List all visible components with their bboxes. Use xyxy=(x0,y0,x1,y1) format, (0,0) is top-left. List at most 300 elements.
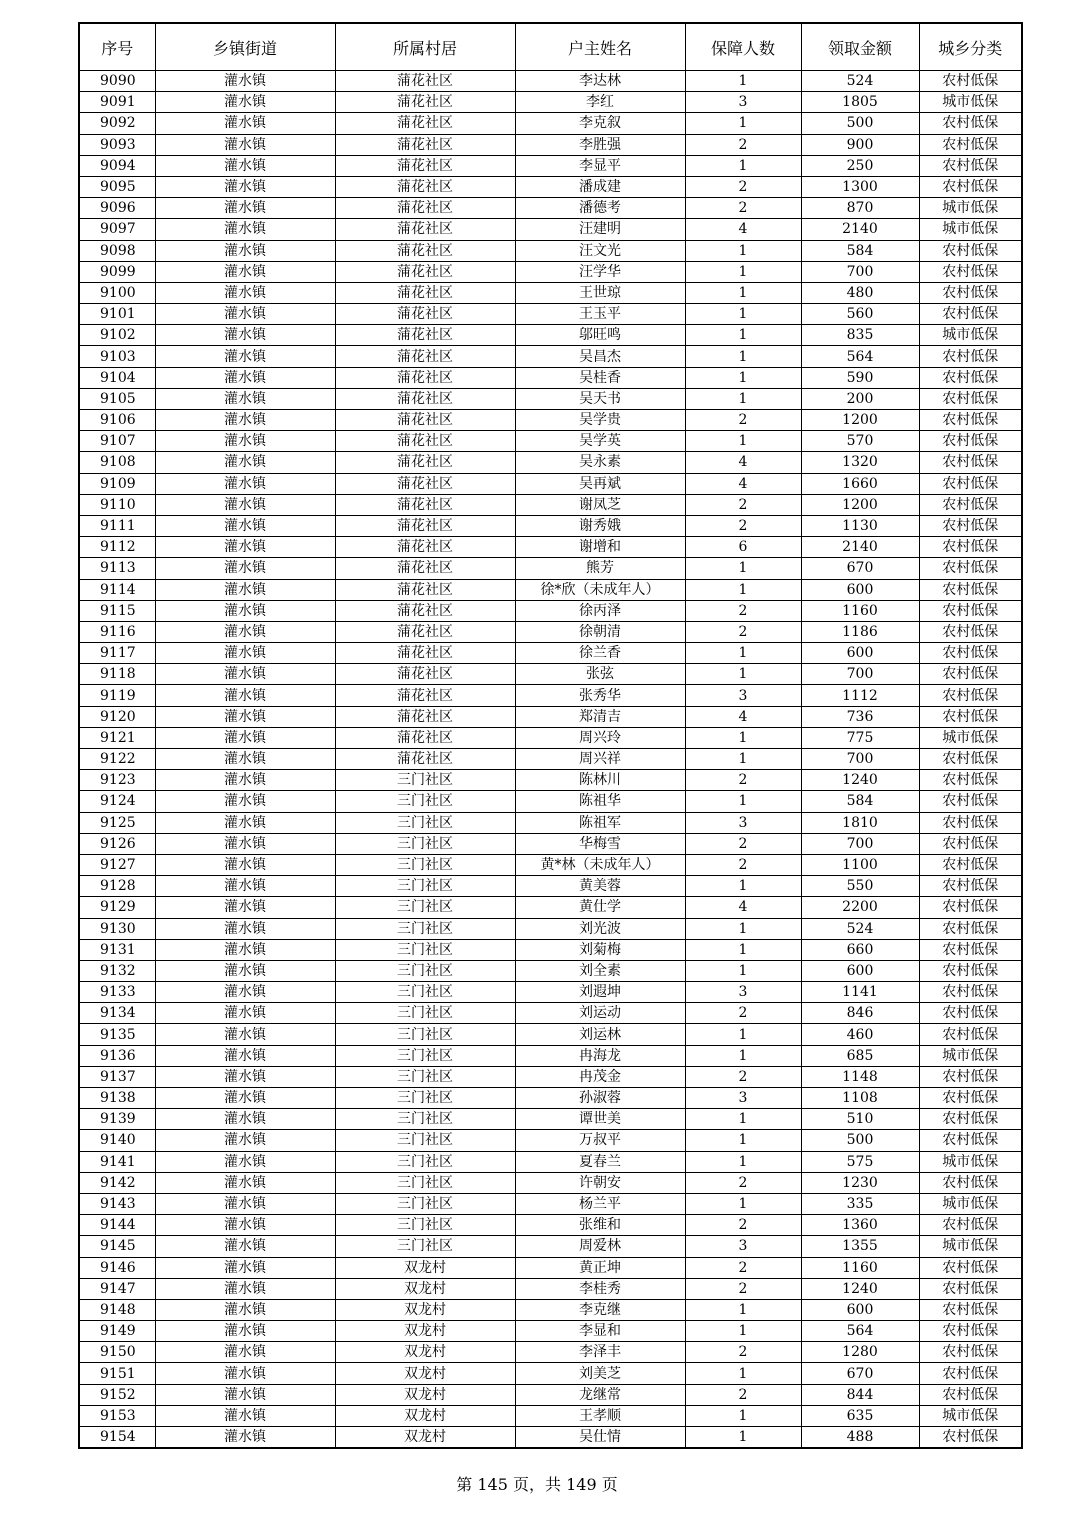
cell-householder: 汪学华 xyxy=(515,261,685,282)
cell-township: 灌水镇 xyxy=(155,897,335,918)
cell-amount: 600 xyxy=(801,579,919,600)
table-row xyxy=(79,1024,1022,1045)
cell-seq: 9147 xyxy=(79,1278,155,1299)
cell-community: 三门社区 xyxy=(335,1172,515,1193)
cell-category: 农村低保 xyxy=(919,1066,1022,1087)
cell-seq: 9133 xyxy=(79,982,155,1003)
table-row xyxy=(79,431,1022,452)
cell-amount: 1108 xyxy=(801,1088,919,1109)
cell-householder: 徐*欣（未成年人） xyxy=(515,579,685,600)
cell-township: 灌水镇 xyxy=(155,113,335,134)
cell-community: 蒲花社区 xyxy=(335,431,515,452)
cell-amount: 564 xyxy=(801,1321,919,1342)
cell-township: 灌水镇 xyxy=(155,367,335,388)
table-row xyxy=(79,791,1022,812)
cell-category: 农村低保 xyxy=(919,515,1022,536)
cell-category: 农村低保 xyxy=(919,113,1022,134)
cell-householder: 刘菊梅 xyxy=(515,939,685,960)
cell-community: 蒲花社区 xyxy=(335,155,515,176)
cell-seq: 9092 xyxy=(79,113,155,134)
table-row xyxy=(79,261,1022,282)
cell-township: 灌水镇 xyxy=(155,727,335,748)
cell-community: 双龙村 xyxy=(335,1342,515,1363)
cell-community: 蒲花社区 xyxy=(335,749,515,770)
table-row xyxy=(79,664,1022,685)
cell-amount: 600 xyxy=(801,960,919,981)
cell-amount: 700 xyxy=(801,664,919,685)
cell-township: 灌水镇 xyxy=(155,664,335,685)
cell-category: 农村低保 xyxy=(919,1215,1022,1236)
cell-householder: 汪文光 xyxy=(515,240,685,261)
cell-township: 灌水镇 xyxy=(155,388,335,409)
cell-township: 灌水镇 xyxy=(155,1024,335,1045)
cell-amount: 1148 xyxy=(801,1066,919,1087)
cell-people-count: 2 xyxy=(685,1003,801,1024)
table-row xyxy=(79,1257,1022,1278)
table-row xyxy=(79,282,1022,303)
cell-amount: 250 xyxy=(801,155,919,176)
cell-householder: 刘运动 xyxy=(515,1003,685,1024)
cell-amount: 1240 xyxy=(801,1278,919,1299)
cell-amount: 1186 xyxy=(801,621,919,642)
cell-people-count: 1 xyxy=(685,727,801,748)
table-row xyxy=(79,71,1022,92)
cell-township: 灌水镇 xyxy=(155,240,335,261)
cell-category: 农村低保 xyxy=(919,1172,1022,1193)
cell-people-count: 2 xyxy=(685,854,801,875)
cell-seq: 9144 xyxy=(79,1215,155,1236)
cell-amount: 2140 xyxy=(801,537,919,558)
cell-householder: 徐朝清 xyxy=(515,621,685,642)
header-seq: 序号 xyxy=(79,23,155,71)
cell-township: 灌水镇 xyxy=(155,812,335,833)
cell-community: 三门社区 xyxy=(335,982,515,1003)
cell-category: 农村低保 xyxy=(919,176,1022,197)
cell-amount: 1660 xyxy=(801,473,919,494)
cell-township: 灌水镇 xyxy=(155,410,335,431)
table-row xyxy=(79,515,1022,536)
cell-township: 灌水镇 xyxy=(155,71,335,92)
cell-seq: 9102 xyxy=(79,325,155,346)
cell-people-count: 2 xyxy=(685,1257,801,1278)
cell-township: 灌水镇 xyxy=(155,791,335,812)
cell-seq: 9122 xyxy=(79,749,155,770)
table-row xyxy=(79,113,1022,134)
cell-community: 蒲花社区 xyxy=(335,515,515,536)
cell-township: 灌水镇 xyxy=(155,982,335,1003)
cell-householder: 刘全素 xyxy=(515,960,685,981)
cell-category: 农村低保 xyxy=(919,770,1022,791)
cell-category: 农村低保 xyxy=(919,155,1022,176)
table-row xyxy=(79,176,1022,197)
cell-amount: 1112 xyxy=(801,685,919,706)
cell-seq: 9100 xyxy=(79,282,155,303)
cell-people-count: 1 xyxy=(685,431,801,452)
cell-category: 农村低保 xyxy=(919,473,1022,494)
cell-amount: 575 xyxy=(801,1151,919,1172)
table-row xyxy=(79,1427,1022,1449)
cell-amount: 670 xyxy=(801,1363,919,1384)
cell-people-count: 2 xyxy=(685,410,801,431)
cell-category: 城市低保 xyxy=(919,1405,1022,1426)
cell-householder: 李克继 xyxy=(515,1299,685,1320)
cell-community: 蒲花社区 xyxy=(335,367,515,388)
table-row xyxy=(79,134,1022,155)
cell-seq: 9099 xyxy=(79,261,155,282)
cell-township: 灌水镇 xyxy=(155,515,335,536)
cell-category: 农村低保 xyxy=(919,685,1022,706)
cell-township: 灌水镇 xyxy=(155,473,335,494)
header-township: 乡镇街道 xyxy=(155,23,335,71)
cell-amount: 1230 xyxy=(801,1172,919,1193)
cell-township: 灌水镇 xyxy=(155,1151,335,1172)
cell-people-count: 2 xyxy=(685,198,801,219)
cell-township: 灌水镇 xyxy=(155,558,335,579)
cell-seq: 9094 xyxy=(79,155,155,176)
cell-township: 灌水镇 xyxy=(155,1088,335,1109)
header-community: 所属村居 xyxy=(335,23,515,71)
table-row xyxy=(79,770,1022,791)
cell-community: 蒲花社区 xyxy=(335,494,515,515)
cell-people-count: 2 xyxy=(685,833,801,854)
cell-amount: 1810 xyxy=(801,812,919,833)
cell-township: 灌水镇 xyxy=(155,452,335,473)
cell-township: 灌水镇 xyxy=(155,1193,335,1214)
cell-township: 灌水镇 xyxy=(155,346,335,367)
cell-amount: 775 xyxy=(801,727,919,748)
table-row xyxy=(79,367,1022,388)
cell-seq: 9115 xyxy=(79,600,155,621)
cell-seq: 9152 xyxy=(79,1384,155,1405)
cell-community: 双龙村 xyxy=(335,1363,515,1384)
cell-category: 农村低保 xyxy=(919,812,1022,833)
cell-township: 灌水镇 xyxy=(155,685,335,706)
cell-township: 灌水镇 xyxy=(155,600,335,621)
cell-people-count: 2 xyxy=(685,1066,801,1087)
cell-householder: 熊芳 xyxy=(515,558,685,579)
cell-township: 灌水镇 xyxy=(155,198,335,219)
cell-category: 城市低保 xyxy=(919,1193,1022,1214)
cell-category: 农村低保 xyxy=(919,1257,1022,1278)
cell-category: 农村低保 xyxy=(919,304,1022,325)
cell-householder: 冉茂金 xyxy=(515,1066,685,1087)
cell-amount: 584 xyxy=(801,240,919,261)
cell-township: 灌水镇 xyxy=(155,1109,335,1130)
cell-amount: 1355 xyxy=(801,1236,919,1257)
cell-category: 农村低保 xyxy=(919,134,1022,155)
cell-seq: 9105 xyxy=(79,388,155,409)
cell-community: 蒲花社区 xyxy=(335,325,515,346)
cell-township: 灌水镇 xyxy=(155,770,335,791)
cell-community: 蒲花社区 xyxy=(335,176,515,197)
cell-amount: 1160 xyxy=(801,1257,919,1278)
cell-category: 农村低保 xyxy=(919,982,1022,1003)
cell-community: 蒲花社区 xyxy=(335,219,515,240)
cell-seq: 9106 xyxy=(79,410,155,431)
table-row xyxy=(79,643,1022,664)
cell-community: 双龙村 xyxy=(335,1405,515,1426)
cell-category: 农村低保 xyxy=(919,282,1022,303)
cell-community: 三门社区 xyxy=(335,770,515,791)
cell-category: 农村低保 xyxy=(919,749,1022,770)
cell-community: 三门社区 xyxy=(335,1066,515,1087)
cell-category: 城市低保 xyxy=(919,1151,1022,1172)
table-row xyxy=(79,410,1022,431)
cell-township: 灌水镇 xyxy=(155,1045,335,1066)
cell-township: 灌水镇 xyxy=(155,261,335,282)
cell-people-count: 3 xyxy=(685,92,801,113)
cell-category: 农村低保 xyxy=(919,960,1022,981)
cell-people-count: 1 xyxy=(685,1299,801,1320)
table-row xyxy=(79,1066,1022,1087)
cell-seq: 9112 xyxy=(79,537,155,558)
cell-amount: 1141 xyxy=(801,982,919,1003)
table-row xyxy=(79,198,1022,219)
cell-township: 灌水镇 xyxy=(155,1066,335,1087)
cell-people-count: 3 xyxy=(685,982,801,1003)
cell-category: 农村低保 xyxy=(919,1299,1022,1320)
cell-amount: 600 xyxy=(801,643,919,664)
cell-people-count: 2 xyxy=(685,134,801,155)
cell-householder: 吴永素 xyxy=(515,452,685,473)
cell-category: 农村低保 xyxy=(919,1321,1022,1342)
cell-householder: 吴天书 xyxy=(515,388,685,409)
cell-people-count: 2 xyxy=(685,515,801,536)
cell-township: 灌水镇 xyxy=(155,325,335,346)
cell-seq: 9116 xyxy=(79,621,155,642)
table-row xyxy=(79,579,1022,600)
cell-community: 蒲花社区 xyxy=(335,134,515,155)
cell-township: 灌水镇 xyxy=(155,1299,335,1320)
cell-category: 农村低保 xyxy=(919,621,1022,642)
cell-category: 城市低保 xyxy=(919,92,1022,113)
cell-township: 灌水镇 xyxy=(155,537,335,558)
cell-seq: 9141 xyxy=(79,1151,155,1172)
cell-community: 蒲花社区 xyxy=(335,304,515,325)
cell-township: 灌水镇 xyxy=(155,155,335,176)
table-row xyxy=(79,854,1022,875)
cell-people-count: 4 xyxy=(685,473,801,494)
table-row xyxy=(79,1299,1022,1320)
cell-householder: 冉海龙 xyxy=(515,1045,685,1066)
cell-amount: 335 xyxy=(801,1193,919,1214)
cell-community: 三门社区 xyxy=(335,1003,515,1024)
cell-seq: 9139 xyxy=(79,1109,155,1130)
cell-seq: 9120 xyxy=(79,706,155,727)
cell-people-count: 1 xyxy=(685,643,801,664)
table-row xyxy=(79,939,1022,960)
cell-community: 蒲花社区 xyxy=(335,71,515,92)
cell-seq: 9119 xyxy=(79,685,155,706)
cell-people-count: 1 xyxy=(685,876,801,897)
cell-community: 蒲花社区 xyxy=(335,664,515,685)
cell-amount: 700 xyxy=(801,833,919,854)
table-row xyxy=(79,727,1022,748)
cell-householder: 吴学贵 xyxy=(515,410,685,431)
cell-people-count: 1 xyxy=(685,155,801,176)
table-row xyxy=(79,982,1022,1003)
cell-amount: 635 xyxy=(801,1405,919,1426)
cell-community: 双龙村 xyxy=(335,1299,515,1320)
cell-community: 三门社区 xyxy=(335,1024,515,1045)
cell-amount: 900 xyxy=(801,134,919,155)
cell-seq: 9149 xyxy=(79,1321,155,1342)
cell-seq: 9143 xyxy=(79,1193,155,1214)
cell-seq: 9104 xyxy=(79,367,155,388)
cell-householder: 张维和 xyxy=(515,1215,685,1236)
cell-householder: 黄*林（未成年人） xyxy=(515,854,685,875)
cell-category: 农村低保 xyxy=(919,1109,1022,1130)
cell-community: 三门社区 xyxy=(335,1215,515,1236)
cell-community: 蒲花社区 xyxy=(335,198,515,219)
table-row xyxy=(79,1088,1022,1109)
cell-people-count: 1 xyxy=(685,960,801,981)
cell-community: 双龙村 xyxy=(335,1278,515,1299)
cell-township: 灌水镇 xyxy=(155,1363,335,1384)
cell-amount: 200 xyxy=(801,388,919,409)
cell-amount: 1200 xyxy=(801,410,919,431)
cell-seq: 9090 xyxy=(79,71,155,92)
cell-township: 灌水镇 xyxy=(155,854,335,875)
cell-seq: 9103 xyxy=(79,346,155,367)
cell-people-count: 2 xyxy=(685,1278,801,1299)
cell-category: 农村低保 xyxy=(919,897,1022,918)
cell-people-count: 2 xyxy=(685,1384,801,1405)
cell-community: 蒲花社区 xyxy=(335,558,515,579)
cell-seq: 9114 xyxy=(79,579,155,600)
cell-community: 蒲花社区 xyxy=(335,261,515,282)
cell-householder: 张弦 xyxy=(515,664,685,685)
cell-householder: 陈祖华 xyxy=(515,791,685,812)
cell-community: 蒲花社区 xyxy=(335,113,515,134)
cell-seq: 9108 xyxy=(79,452,155,473)
cell-community: 蒲花社区 xyxy=(335,706,515,727)
cell-people-count: 1 xyxy=(685,1045,801,1066)
cell-community: 蒲花社区 xyxy=(335,579,515,600)
cell-householder: 周兴玲 xyxy=(515,727,685,748)
cell-people-count: 2 xyxy=(685,621,801,642)
cell-category: 农村低保 xyxy=(919,558,1022,579)
cell-householder: 夏春兰 xyxy=(515,1151,685,1172)
cell-community: 三门社区 xyxy=(335,960,515,981)
cell-community: 蒲花社区 xyxy=(335,92,515,113)
table-row xyxy=(79,325,1022,346)
table-row xyxy=(79,92,1022,113)
cell-householder: 李红 xyxy=(515,92,685,113)
cell-seq: 9142 xyxy=(79,1172,155,1193)
cell-householder: 潘成建 xyxy=(515,176,685,197)
cell-category: 农村低保 xyxy=(919,791,1022,812)
cell-township: 灌水镇 xyxy=(155,92,335,113)
cell-people-count: 3 xyxy=(685,1236,801,1257)
table-row xyxy=(79,1342,1022,1363)
cell-seq: 9091 xyxy=(79,92,155,113)
cell-people-count: 1 xyxy=(685,325,801,346)
cell-seq: 9101 xyxy=(79,304,155,325)
cell-category: 农村低保 xyxy=(919,388,1022,409)
cell-amount: 2140 xyxy=(801,219,919,240)
cell-householder: 华梅雪 xyxy=(515,833,685,854)
cell-township: 灌水镇 xyxy=(155,1427,335,1449)
cell-amount: 846 xyxy=(801,1003,919,1024)
cell-community: 蒲花社区 xyxy=(335,537,515,558)
cell-people-count: 1 xyxy=(685,939,801,960)
cell-householder: 吴昌杰 xyxy=(515,346,685,367)
cell-township: 灌水镇 xyxy=(155,960,335,981)
cell-township: 灌水镇 xyxy=(155,1215,335,1236)
cell-seq: 9131 xyxy=(79,939,155,960)
cell-householder: 李桂秀 xyxy=(515,1278,685,1299)
cell-householder: 张秀华 xyxy=(515,685,685,706)
cell-people-count: 3 xyxy=(685,1088,801,1109)
cell-people-count: 1 xyxy=(685,240,801,261)
cell-seq: 9096 xyxy=(79,198,155,219)
cell-category: 农村低保 xyxy=(919,452,1022,473)
table-body xyxy=(79,71,1022,1449)
cell-people-count: 1 xyxy=(685,918,801,939)
cell-people-count: 1 xyxy=(685,1109,801,1130)
cell-householder: 吴学英 xyxy=(515,431,685,452)
cell-householder: 李显平 xyxy=(515,155,685,176)
cell-householder: 周爱林 xyxy=(515,1236,685,1257)
cell-community: 双龙村 xyxy=(335,1257,515,1278)
cell-township: 灌水镇 xyxy=(155,643,335,664)
cell-householder: 李克叙 xyxy=(515,113,685,134)
cell-people-count: 1 xyxy=(685,579,801,600)
cell-people-count: 1 xyxy=(685,367,801,388)
cell-community: 三门社区 xyxy=(335,897,515,918)
table-row xyxy=(79,240,1022,261)
cell-township: 灌水镇 xyxy=(155,939,335,960)
cell-people-count: 1 xyxy=(685,71,801,92)
cell-category: 农村低保 xyxy=(919,1427,1022,1449)
cell-category: 农村低保 xyxy=(919,600,1022,621)
cell-people-count: 1 xyxy=(685,1363,801,1384)
cell-people-count: 1 xyxy=(685,1321,801,1342)
cell-householder: 徐丙泽 xyxy=(515,600,685,621)
cell-householder: 李胜强 xyxy=(515,134,685,155)
table-row xyxy=(79,685,1022,706)
cell-seq: 9110 xyxy=(79,494,155,515)
cell-people-count: 4 xyxy=(685,452,801,473)
cell-category: 农村低保 xyxy=(919,579,1022,600)
cell-seq: 9129 xyxy=(79,897,155,918)
cell-householder: 李达林 xyxy=(515,71,685,92)
cell-category: 农村低保 xyxy=(919,1088,1022,1109)
cell-community: 蒲花社区 xyxy=(335,473,515,494)
cell-community: 蒲花社区 xyxy=(335,346,515,367)
cell-householder: 王孝顺 xyxy=(515,1405,685,1426)
cell-householder: 黄仕学 xyxy=(515,897,685,918)
cell-seq: 9151 xyxy=(79,1363,155,1384)
cell-seq: 9130 xyxy=(79,918,155,939)
table-row xyxy=(79,388,1022,409)
cell-community: 蒲花社区 xyxy=(335,643,515,664)
cell-people-count: 1 xyxy=(685,1130,801,1151)
cell-category: 农村低保 xyxy=(919,1342,1022,1363)
cell-seq: 9135 xyxy=(79,1024,155,1045)
cell-community: 蒲花社区 xyxy=(335,600,515,621)
cell-community: 蒲花社区 xyxy=(335,621,515,642)
cell-householder: 王世琼 xyxy=(515,282,685,303)
cell-category: 农村低保 xyxy=(919,664,1022,685)
cell-householder: 郑清吉 xyxy=(515,706,685,727)
cell-seq: 9136 xyxy=(79,1045,155,1066)
cell-township: 灌水镇 xyxy=(155,219,335,240)
cell-township: 灌水镇 xyxy=(155,1172,335,1193)
cell-community: 三门社区 xyxy=(335,791,515,812)
cell-community: 三门社区 xyxy=(335,1130,515,1151)
